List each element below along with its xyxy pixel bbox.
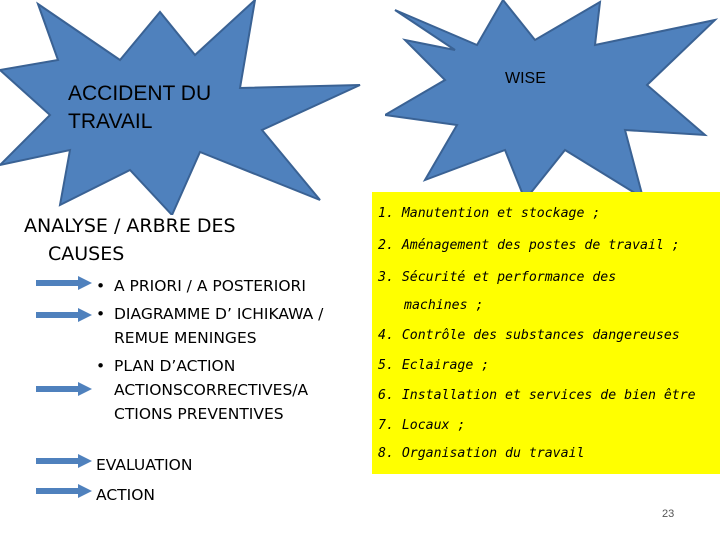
list-item: 3. Sécurité et performance des [378, 270, 617, 285]
wise-burst [385, 0, 720, 200]
list-item: 1. Manutention et stockage ; [378, 206, 601, 221]
evaluation-label: EVALUATION [96, 456, 193, 474]
list-item: 6. Installation et services de bien être [378, 388, 696, 403]
list-item: 4. Contrôle des substances dangereuses [378, 328, 680, 343]
list-item: 5. Eclairage ; [378, 358, 490, 373]
arrow-right-icon [36, 454, 92, 468]
accident-title: ACCIDENT DU TRAVAIL [68, 82, 212, 133]
list-item: 7. Locaux ; [378, 418, 466, 433]
analysis-methods-list [96, 274, 336, 430]
arrow-right-icon [36, 308, 92, 322]
list-item: 8. Organisation du travail [378, 446, 585, 461]
arrow-right-icon [36, 484, 92, 498]
wise-topics-box [372, 192, 720, 474]
action-label: ACTION [96, 486, 155, 504]
page-number: 23 [662, 508, 675, 520]
wise-title: WISE [505, 70, 546, 87]
arrow-right-icon [36, 276, 92, 290]
list-item: 2. Aménagement des postes de travail ; [378, 238, 680, 253]
list-item: machines ; [404, 298, 484, 313]
list-item: • DIAGRAMME D’ ICHIKAWA / REMUE MENINGES [96, 302, 336, 350]
analysis-heading: ANALYSE / ARBRE DES CAUSES [24, 215, 236, 265]
list-item: • PLAN D’ACTION ACTIONSCORRECTIVES/A CTIONS PREVENTIVES [96, 354, 336, 426]
accident-burst [0, 0, 370, 215]
list-item: • A PRIORI / A POSTERIORI [96, 274, 336, 298]
arrow-right-icon [36, 382, 92, 396]
starburst-shape [385, 0, 720, 200]
